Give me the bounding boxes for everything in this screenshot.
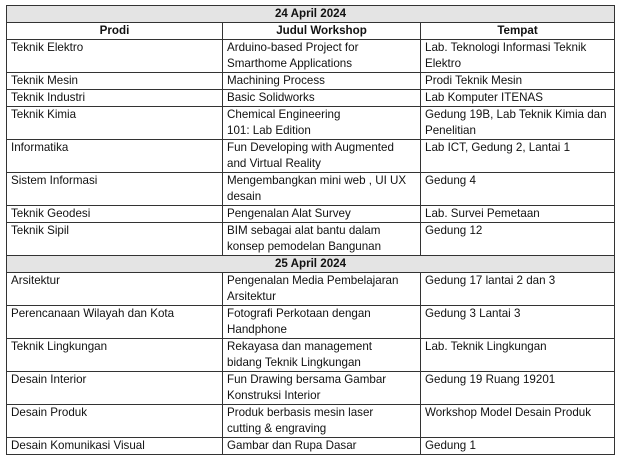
date-heading: 25 April 2024 — [7, 256, 615, 273]
cell-tempat: Gedung 19 Ruang 19201 — [421, 372, 615, 405]
cell-judul: Fun Drawing bersama Gambar Konstruksi Interior — [223, 372, 421, 405]
cell-prodi: Sistem Informasi — [7, 173, 223, 206]
cell-prodi: Arsitektur — [7, 273, 223, 306]
cell-prodi: Desain Produk — [7, 405, 223, 438]
column-header-judul: Judul Workshop — [223, 23, 421, 40]
cell-judul: Chemical Engineering 101: Lab Edition — [223, 107, 421, 140]
cell-judul: Fotografi Perkotaan dengan Handphone — [223, 306, 421, 339]
cell-tempat: Gedung 3 Lantai 3 — [421, 306, 615, 339]
cell-tempat: Workshop Model Desain Produk — [421, 405, 615, 438]
cell-tempat: Lab. Teknologi Informasi Teknik Elektro — [421, 40, 615, 73]
column-header-tempat: Tempat — [421, 23, 615, 40]
table-row — [7, 273, 615, 306]
cell-judul: Fun Developing with Augmented and Virtual Reality — [223, 140, 421, 173]
cell-tempat: Gedung 19B, Lab Teknik Kimia dan Penelitian — [421, 107, 615, 140]
table-row — [7, 223, 615, 256]
cell-prodi: Teknik Geodesi — [7, 206, 223, 223]
cell-tempat: Gedung 1 — [421, 438, 615, 455]
table-row — [7, 206, 615, 223]
workshop-schedule-table — [6, 5, 615, 455]
header-row — [7, 23, 615, 40]
cell-prodi: Teknik Sipil — [7, 223, 223, 256]
cell-judul: Basic Solidworks — [223, 90, 421, 107]
cell-judul: Machining Process — [223, 73, 421, 90]
cell-tempat: Lab. Survei Pemetaan — [421, 206, 615, 223]
table-row — [7, 339, 615, 372]
cell-prodi: Desain Komunikasi Visual — [7, 438, 223, 455]
date-row — [7, 6, 615, 23]
date-row — [7, 256, 615, 273]
cell-prodi: Teknik Industri — [7, 90, 223, 107]
column-header-prodi: Prodi — [7, 23, 223, 40]
table-row — [7, 372, 615, 405]
table-row — [7, 173, 615, 206]
cell-judul: Mengembangkan mini web , UI UX desain — [223, 173, 421, 206]
table-row — [7, 140, 615, 173]
date-heading: 24 April 2024 — [7, 6, 615, 23]
cell-tempat: Lab. Teknik Lingkungan — [421, 339, 615, 372]
cell-prodi: Teknik Elektro — [7, 40, 223, 73]
cell-prodi: Teknik Mesin — [7, 73, 223, 90]
table-row — [7, 405, 615, 438]
cell-tempat: Lab ICT, Gedung 2, Lantai 1 — [421, 140, 615, 173]
cell-prodi: Teknik Lingkungan — [7, 339, 223, 372]
cell-tempat: Lab Komputer ITENAS — [421, 90, 615, 107]
cell-tempat: Gedung 17 lantai 2 dan 3 — [421, 273, 615, 306]
table-row — [7, 306, 615, 339]
table-row — [7, 73, 615, 90]
cell-judul: Rekayasa dan management bidang Teknik Lingkungan — [223, 339, 421, 372]
table-row — [7, 90, 615, 107]
table-row — [7, 40, 615, 73]
cell-prodi: Desain Interior — [7, 372, 223, 405]
cell-tempat: Gedung 12 — [421, 223, 615, 256]
table-row — [7, 107, 615, 140]
cell-judul: Arduino-based Project for Smarthome Applications — [223, 40, 421, 73]
table-row — [7, 438, 615, 455]
cell-prodi: Informatika — [7, 140, 223, 173]
cell-prodi: Perencanaan Wilayah dan Kota — [7, 306, 223, 339]
cell-judul: Pengenalan Alat Survey — [223, 206, 421, 223]
cell-judul: Gambar dan Rupa Dasar — [223, 438, 421, 455]
cell-tempat: Gedung 4 — [421, 173, 615, 206]
cell-judul: BIM sebagai alat bantu dalam konsep pemodelan Bangunan — [223, 223, 421, 256]
cell-judul: Pengenalan Media Pembelajaran Arsitektur — [223, 273, 421, 306]
table-body — [7, 6, 615, 455]
cell-judul: Produk berbasis mesin laser cutting & engraving — [223, 405, 421, 438]
cell-prodi: Teknik Kimia — [7, 107, 223, 140]
cell-tempat: Prodi Teknik Mesin — [421, 73, 615, 90]
